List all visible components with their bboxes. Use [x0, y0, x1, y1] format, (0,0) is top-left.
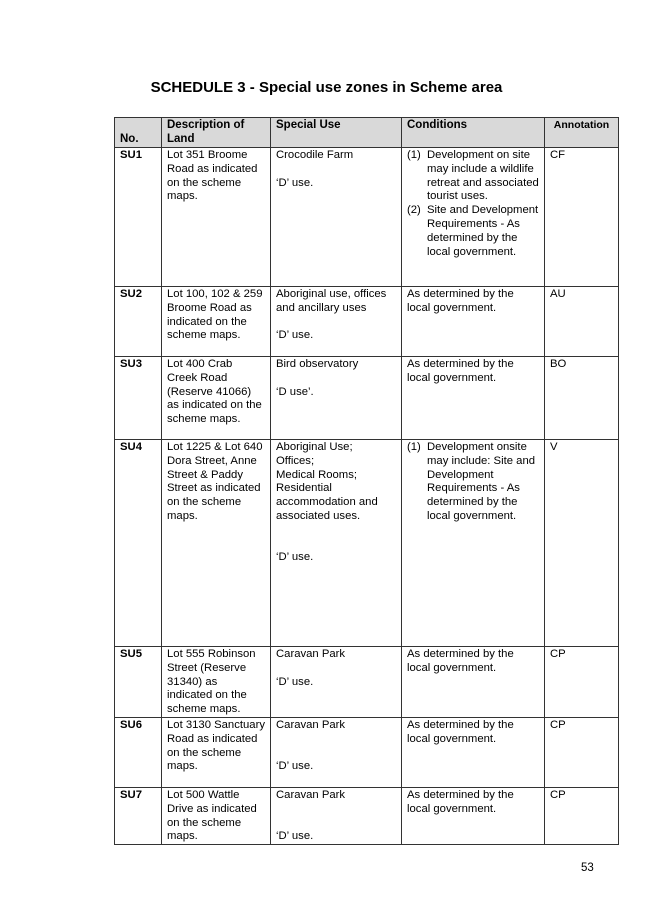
condition-item: (2) Site and Development Requirements - As determined by the local government.: [407, 204, 539, 258]
use-line: Caravan Park: [276, 788, 346, 801]
use-line: Bird observatory: [276, 358, 359, 370]
table-row: [115, 148, 619, 287]
use-line: Aboriginal Use;: [276, 441, 353, 453]
header-annotation: Annotation: [545, 118, 619, 148]
d-use: ‘D’ use.: [276, 176, 314, 189]
row-annotation: CP: [545, 717, 619, 787]
row-description: Lot 1225 & Lot 640 Dora Street, Anne Street & Paddy Street as indicated on the scheme maps.: [162, 440, 271, 647]
row-no: SU6: [115, 717, 162, 787]
use-line: Medical Rooms;: [276, 468, 357, 481]
table-row: [115, 717, 619, 787]
row-annotation: CP: [545, 647, 619, 718]
row-conditions: As determined by the local government.: [402, 647, 545, 718]
d-use: ‘D’ use.: [276, 675, 314, 688]
table-row: [115, 440, 619, 647]
row-annotation: CP: [545, 787, 619, 844]
row-conditions: [402, 440, 545, 647]
header-description: Description of Land: [162, 118, 271, 148]
row-special-use: [271, 148, 402, 287]
row-special-use: [271, 287, 402, 357]
table-row: [115, 647, 619, 718]
row-special-use: [271, 357, 402, 440]
table-header-row: [115, 118, 619, 148]
condition-item: (1) Development on site may include a wildlife retreat and associated tourist uses.: [407, 149, 539, 203]
page-number: 53: [581, 862, 594, 874]
header-conditions: Conditions: [402, 118, 545, 148]
use-line: Caravan Park: [276, 718, 346, 731]
row-description: Lot 351 Broome Road as indicated on the scheme maps.: [162, 148, 271, 287]
page-title: SCHEDULE 3 - Special use zones in Scheme area: [150, 79, 503, 96]
row-conditions: As determined by the local government.: [402, 357, 545, 440]
table-row: [115, 787, 619, 844]
row-special-use: [271, 717, 402, 787]
header-special-use: Special Use: [271, 118, 402, 148]
d-use: ‘D use’.: [276, 385, 314, 398]
table-row: [115, 357, 619, 440]
row-description: Lot 100, 102 & 259 Broome Road as indicated on the scheme maps.: [162, 287, 271, 357]
d-use: ‘D’ use.: [276, 551, 314, 564]
row-conditions: [402, 148, 545, 287]
use-line: Crocodile Farm: [276, 149, 354, 161]
row-annotation: AU: [545, 287, 619, 357]
row-special-use: [271, 647, 402, 718]
row-description: Lot 555 Robinson Street (Reserve 31340) as indicated on the scheme maps.: [162, 647, 271, 718]
row-conditions: As determined by the local government.: [402, 287, 545, 357]
row-annotation: CF: [545, 148, 619, 287]
use-line: Caravan Park: [276, 648, 346, 660]
row-description: Lot 500 Wattle Drive as indicated on the scheme maps.: [162, 787, 271, 844]
row-conditions: As determined by the local government.: [402, 787, 545, 844]
row-annotation: BO: [545, 357, 619, 440]
table-row: [115, 287, 619, 357]
schedule-table: [114, 117, 619, 845]
d-use: ‘D’ use.: [276, 329, 314, 342]
use-line: Offices;: [276, 454, 315, 467]
row-no: SU3: [115, 357, 162, 440]
row-no: SU7: [115, 787, 162, 844]
d-use: ‘D’ use.: [276, 760, 314, 773]
row-special-use: [271, 440, 402, 647]
row-no: SU4: [115, 440, 162, 647]
row-no: SU5: [115, 647, 162, 718]
use-line: Aboriginal use, offices and ancillary uses: [276, 288, 387, 314]
row-special-use: [271, 787, 402, 844]
row-conditions: As determined by the local government.: [402, 717, 545, 787]
d-use: ‘D’ use.: [276, 830, 314, 843]
row-no: SU2: [115, 287, 162, 357]
condition-item: (1) Development onsite may include: Site and Development Requirements - As determined by the local government.: [407, 441, 536, 522]
row-description: Lot 400 Crab Creek Road (Reserve 41066) as indicated on the scheme maps.: [162, 357, 271, 440]
row-annotation: V: [545, 440, 619, 647]
row-no: SU1: [115, 148, 162, 287]
header-no: No.: [115, 118, 162, 148]
use-line: Residential accommodation and associated uses.: [276, 482, 378, 522]
row-description: Lot 3130 Sanctuary Road as indicated on the scheme maps.: [162, 717, 271, 787]
